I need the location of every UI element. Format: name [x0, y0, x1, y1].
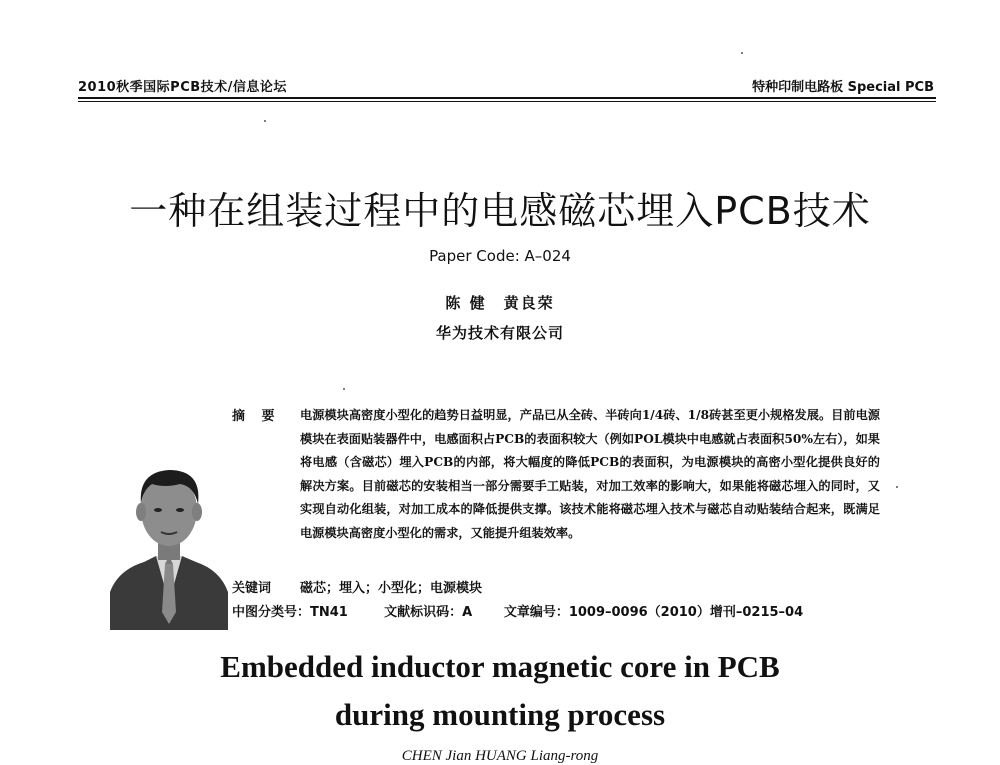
scan-speck — [896, 486, 898, 488]
scan-speck — [741, 52, 743, 54]
authors: 陈 健 黄良荣 — [445, 294, 555, 312]
paper-code: Paper Code: A–024 — [429, 247, 571, 265]
abstract-text: 电源模块高密度小型化的趋势日益明显，产品已从全砖、半砖向1/4砖、1/8砖甚至更小规格发展。目前电源模块在表面贴装器件中，电感面积占PCB的表面积较大（例如POL模块中电感就占表面积50%左右），如果将电感（含磁芯）埋入PCB的内部，将大幅度的降低PCB的表面积，为电源模块的高密小型化提供良好的解决方案。目前磁芯的安装相当一部分需要手工贴装，对加工效率的影响大，如果能将磁芯埋入的同时，又实现自动化组装，对加工成本的降低提供支撑。该技术能将磁芯埋入技术与磁芯自动贴装结合起来，既满足电源模块高密度小型化的需求，又能提升组装效率。 — [300, 408, 880, 540]
affiliation: 华为技术有限公司 — [435, 324, 564, 342]
running-header-right: 特种印制电路板 Special PCB — [752, 80, 934, 95]
classification-line — [232, 601, 803, 620]
running-header-left: 2010秋季国际PCB技术/信息论坛 — [78, 80, 287, 95]
scan-speck — [264, 120, 266, 122]
paper-title: 一种在组装过程中的电感磁芯埋入PCB技术 — [129, 189, 871, 233]
document-code: 文献标识码：A — [384, 605, 473, 620]
english-authors: CHEN Jian HUANG Liang-rong — [401, 748, 599, 764]
header-rule-thick — [78, 97, 936, 99]
scan-speck — [343, 388, 345, 390]
header-rule-thin — [78, 101, 936, 102]
author-photo — [110, 452, 228, 630]
keywords-value: 磁芯；埋入；小型化；电源模块 — [300, 581, 483, 596]
english-title-line-2: during mounting process — [334, 697, 666, 732]
english-title-line-1: Embedded inductor magnetic core in PCB — [220, 649, 780, 684]
abstract-label: 摘 要 — [232, 409, 281, 424]
clc-number: 中图分类号：TN41 — [232, 605, 348, 620]
keywords-label: 关键词 — [232, 581, 272, 596]
article-number: 文章编号：1009–0096（2010）增刊–0215–04 — [503, 605, 804, 620]
